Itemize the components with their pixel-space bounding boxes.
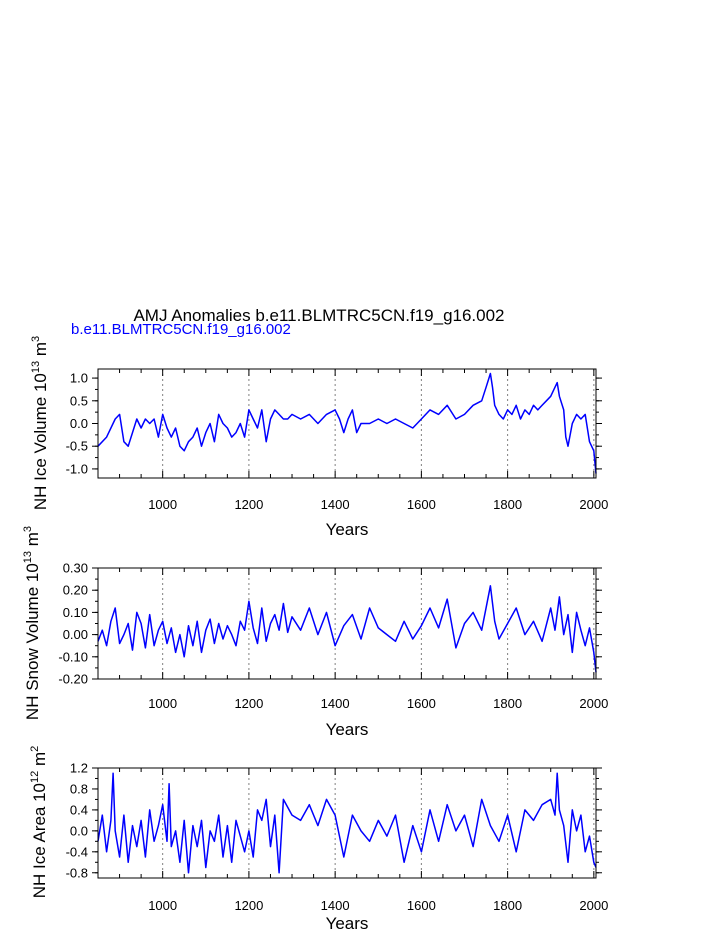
x-tick-label: 1800 xyxy=(493,497,523,512)
x-tick-label: 2000 xyxy=(579,497,609,512)
x-tick-label: 1200 xyxy=(234,696,264,711)
plot-frame xyxy=(98,768,596,878)
x-axis-label: Years xyxy=(325,914,369,933)
y-tick-label: -0.20 xyxy=(58,671,88,687)
y-tick-label: -0.5 xyxy=(65,438,88,454)
figure-title: AMJ Anomalies b.e11.BLMTRC5CN.f19_g16.002 xyxy=(133,306,505,325)
chart-panel-1 xyxy=(30,336,608,539)
y-axis-label: NH Ice Area $10^{12}$ $m^2$ xyxy=(29,745,49,899)
x-axis-label: Years xyxy=(325,720,369,739)
y-tick-label: 0.4 xyxy=(69,802,88,818)
y-tick-label: 0.10 xyxy=(62,604,88,620)
x-tick-label: 1600 xyxy=(406,898,436,913)
y-axis-label: NH Ice Volume $10^{13}$ $m^3$ xyxy=(30,335,50,511)
y-tick-label: -1.0 xyxy=(65,461,88,477)
x-tick-label: 1000 xyxy=(148,898,178,913)
y-tick-label: 1.2 xyxy=(69,760,88,776)
case-label: b.e11.BLMTRC5CN.f19_g16.002 xyxy=(71,321,291,338)
x-tick-label: 1800 xyxy=(493,696,523,711)
x-tick-label: 1400 xyxy=(320,497,350,512)
chart-panel-2 xyxy=(22,526,608,739)
x-tick-label: 1400 xyxy=(320,696,350,711)
y-tick-label: 1.0 xyxy=(69,370,88,386)
x-tick-label: 1600 xyxy=(406,696,436,711)
y-tick-label: 0.5 xyxy=(69,393,88,409)
x-tick-label: 2000 xyxy=(579,898,609,913)
y-tick-label: 0.0 xyxy=(69,823,88,839)
y-tick-label: 0.0 xyxy=(69,416,88,431)
series-line xyxy=(98,374,596,474)
x-tick-label: 1800 xyxy=(493,898,523,913)
x-tick-label: 1600 xyxy=(406,497,436,512)
y-tick-label: 0.20 xyxy=(62,582,88,598)
x-tick-label: 1200 xyxy=(234,898,264,913)
y-tick-label: -0.8 xyxy=(65,865,88,881)
series-line xyxy=(98,586,596,673)
x-axis-label: Years xyxy=(325,520,369,539)
series-line xyxy=(98,773,596,873)
x-tick-label: 1000 xyxy=(148,696,178,711)
x-tick-label: 2000 xyxy=(579,696,609,711)
y-tick-label: 0.8 xyxy=(69,781,88,797)
x-tick-label: 1200 xyxy=(234,497,264,512)
chart-panel-3 xyxy=(29,746,608,933)
y-axis-label: NH Snow Volume $10^{13}$ $m^3$ xyxy=(22,525,42,721)
x-tick-label: 1400 xyxy=(320,898,350,913)
y-tick-label: 0.00 xyxy=(62,627,88,643)
y-tick-label: -0.4 xyxy=(65,844,88,860)
x-tick-label: 1000 xyxy=(148,497,178,512)
y-tick-label: -0.10 xyxy=(58,649,88,665)
y-tick-label: 0.30 xyxy=(62,560,88,576)
